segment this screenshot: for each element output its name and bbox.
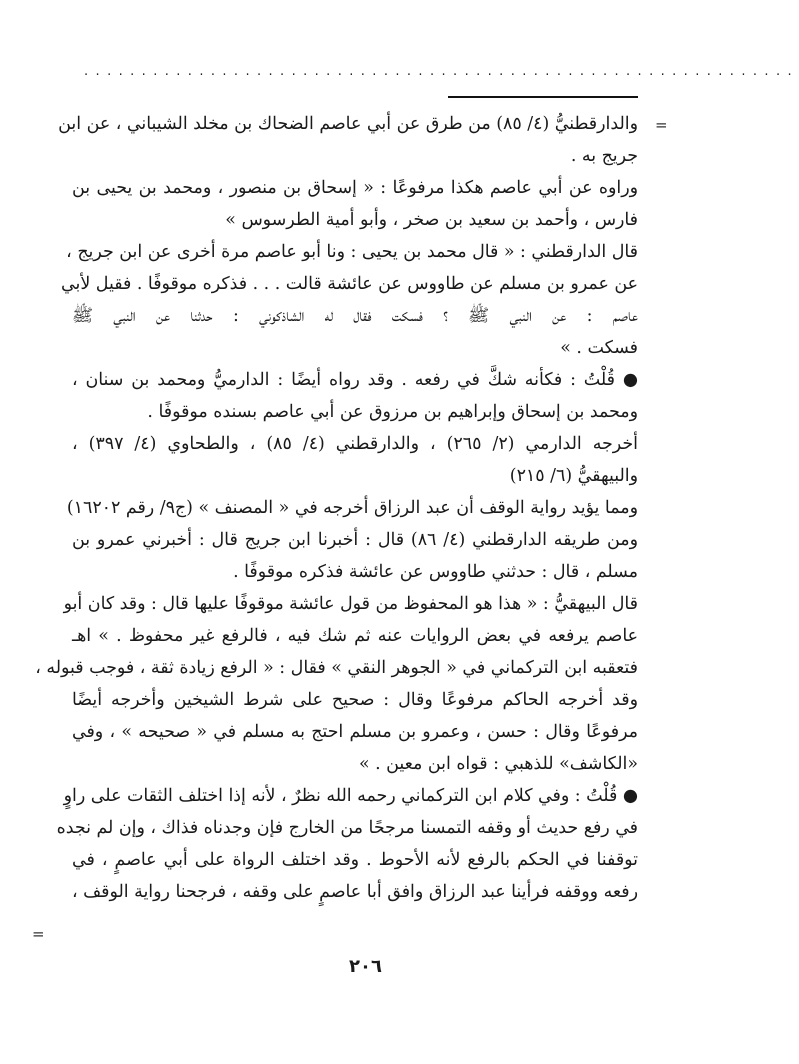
text-line: مسلم ، قال : حدثني طاووس عن عائشة فذكره موقوفًا . bbox=[233, 562, 638, 582]
text-line: ومن طريقه الدارقطني (٤/ ٨٦) قال : أخبرنا ابن جريج قال : أخبرني عمرو بن bbox=[72, 530, 638, 550]
text-line: وقد أخرجه الحاكم مرفوعًا وقال : صحيح على شرط الشيخين وأخرجه أيضًا bbox=[72, 690, 638, 710]
text-line: فارس ، وأحمد بن سعيد بن صخر ، وأبو أمية الطرسوس » bbox=[225, 210, 638, 230]
text-line: توقفنا في الحكم بالرفع لأنه الأحوط . وقد اختلف الرواة على أبي عاصمٍ ، في bbox=[72, 850, 638, 870]
text-line: جريج به . bbox=[570, 146, 638, 166]
text-line: رفعه ووقفه فرأينا عبد الرزاق وافق أبا عاصمٍ على وقفه ، فرجحنا رواية الوقف ، bbox=[72, 882, 638, 902]
text-line: قال الدارقطني : « قال محمد بن يحيى : ونا أبو عاصم مرة أخرى عن ابن جريج ، bbox=[66, 242, 638, 262]
text-line: فسكت . » bbox=[560, 338, 638, 358]
text-line: مرفوعًا وقال : حسن ، وعمرو بن مسلم احتج به مسلم في « صحيحه » ، وفي bbox=[72, 722, 638, 742]
text-line: عاصم يرفعه في بعض الروايات عنه ثم شك فيه ، فالرفع غير محفوظ . » اهـ bbox=[72, 626, 638, 646]
continuation-mark-top: = bbox=[655, 116, 668, 134]
text-line: ومما يؤيد رواية الوقف أن عبد الرزاق أخرجه في « المصنف » (ج٩/ رقم ١٦٢٠٢) bbox=[66, 498, 638, 518]
header-rule bbox=[448, 96, 638, 98]
text-line: ● قُلْتُ : فكأنه شكَّ في رفعه . وقد رواه أيضًا : الدارميُّ ومحمد بن سنان ، bbox=[72, 370, 638, 390]
body-text bbox=[35, 108, 638, 908]
continuation-mark-bottom: = bbox=[32, 925, 45, 943]
text-line: وراوه عن أبي عاصم هكذا مرفوعًا : « إسحاق بن منصور ، ومحمد بن يحيى بن bbox=[72, 178, 638, 198]
text-line: ومحمد بن إسحاق وإبراهيم بن مرزوق عن أبي عاصم بسنده موقوفًا . bbox=[147, 402, 638, 422]
page-number: ٢٠٦ bbox=[349, 956, 382, 977]
text-line: قال البيهقيُّ : « هذا هو المحفوظ من قول عائشة موقوفًا عليها قال : وقد كان أبو bbox=[63, 594, 638, 614]
text-line: «الكاشف» للذهبي : قواه ابن معين . » bbox=[358, 754, 638, 774]
text-line: والدارقطنيُّ (٤/ ٨٥) من طرق عن أبي عاصم الضحاك بن مخلد الشيباني ، عن ابن bbox=[58, 114, 638, 134]
text-line: فتعقبه ابن التركماني في « الجوهر النقي » فقال : « الرفع زيادة ثقة ، فوجب قبوله ، bbox=[35, 658, 638, 678]
text-line: عاصم : عن النبي ﷺ ؟ فسكت فقال له الشاذكوني : حدثنا عن النبي ﷺ bbox=[72, 306, 638, 326]
text-line: في رفع حديث أو وقفه التمسنا مرجحًا من الخارج فإن وجدناه فذاك ، وإن لم نجده bbox=[56, 818, 638, 838]
text-line: عن عمرو بن مسلم عن طاووس عن عائشة قالت . . . فذكره موقوفًا . فقيل لأبي bbox=[61, 274, 638, 294]
text-line: والبيهقيُّ (٦/ ٢١٥) bbox=[509, 466, 638, 486]
header-dot-leader: .............................................................. bbox=[84, 64, 799, 79]
text-line: ● قُلْتُ : وفي كلام ابن التركماني رحمه الله نظرٌ ، لأنه إذا اختلف الثقات على راوٍ bbox=[63, 786, 638, 806]
text-line: أخرجه الدارمي (٢/ ٢٦٥) ، والدارقطني (٤/ ٨٥) ، والطحاوي (٤/ ٣٩٧) ، bbox=[72, 434, 638, 454]
